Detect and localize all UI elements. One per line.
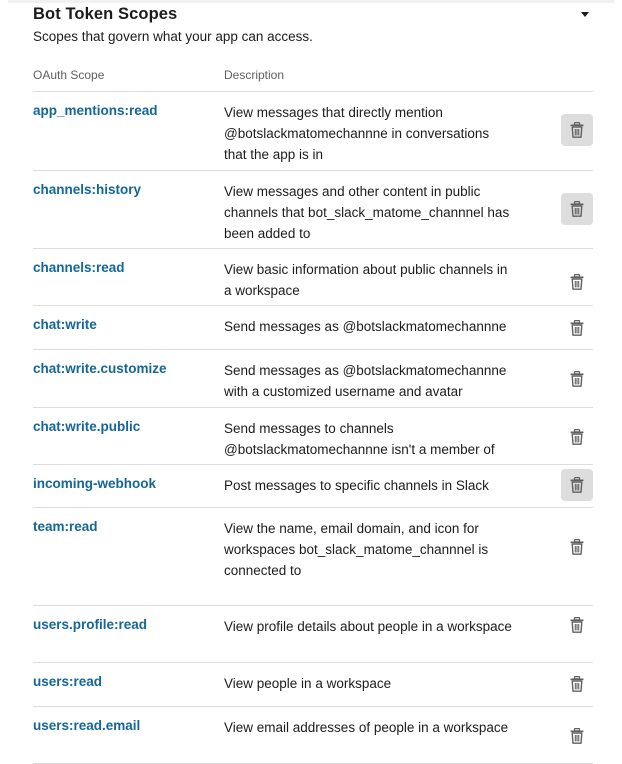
trash-icon [570, 617, 584, 633]
scope-description: View messages that directly mention @botslackmatomechannne in conversations that the app is in [224, 105, 490, 162]
table-row [33, 350, 593, 408]
scope-description: View people in a workspace [224, 676, 392, 691]
top-divider [8, 0, 614, 3]
table-header [33, 66, 593, 92]
table-body [33, 92, 593, 764]
scope-name: chat:write [33, 317, 97, 332]
remove-scope-button[interactable] [561, 720, 593, 752]
scope-description: Send messages to channels @botslackmatomechannne isn't a member of [224, 421, 495, 457]
scope-description: Send messages as @botslackmatomechannne with a customized username and avatar [224, 363, 507, 399]
table-row [33, 408, 593, 465]
table-row [33, 707, 593, 764]
trash-icon [570, 122, 584, 138]
scope-name: team:read [33, 519, 98, 534]
scope-name: chat:write.public [33, 419, 141, 434]
table-row [33, 306, 593, 350]
table-row [33, 92, 593, 171]
remove-scope-button[interactable] [561, 469, 593, 501]
section-title: Bot Token Scopes [33, 5, 178, 23]
scope-name: channels:read [33, 260, 125, 275]
trash-icon [570, 539, 584, 555]
remove-scope-button[interactable] [561, 609, 593, 641]
remove-scope-button[interactable] [561, 312, 593, 344]
scope-name: users:read.email [33, 718, 141, 733]
remove-scope-button[interactable] [561, 668, 593, 700]
trash-icon [570, 201, 584, 217]
scope-name: chat:write.customize [33, 361, 167, 376]
scope-description: View basic information about public channels in a workspace [224, 262, 508, 298]
header-description: Description [224, 68, 285, 82]
scope-description: Send messages as @botslackmatomechannne [224, 319, 507, 334]
scope-description: View profile details about people in a workspace [224, 619, 512, 634]
scope-description: Post messages to specific channels in Slack [224, 478, 489, 493]
scope-name: app_mentions:read [33, 103, 158, 118]
scope-name: users.profile:read [33, 617, 148, 632]
scope-description: View the name, email domain, and icon for workspaces bot_slack_matome_channnel is connected to [224, 521, 489, 578]
caret-down-icon[interactable] [577, 6, 593, 22]
table-row [33, 663, 593, 707]
trash-icon [570, 371, 584, 387]
section-header [33, 4, 593, 45]
remove-scope-button[interactable] [561, 193, 593, 225]
trash-icon [570, 274, 584, 290]
trash-icon [570, 728, 584, 744]
scope-name: users:read [33, 674, 103, 689]
table-row [33, 606, 593, 663]
remove-scope-button[interactable] [561, 421, 593, 453]
table-row [33, 249, 593, 306]
remove-scope-button[interactable] [561, 114, 593, 146]
table-row [33, 465, 593, 508]
remove-scope-button[interactable] [561, 531, 593, 563]
remove-scope-button[interactable] [561, 266, 593, 298]
scopes-table [33, 66, 593, 764]
scope-description: View email addresses of people in a workspace [224, 720, 509, 735]
trash-icon [570, 320, 584, 336]
table-row [33, 508, 593, 606]
scope-name: incoming-webhook [33, 476, 156, 491]
table-row [33, 171, 593, 249]
trash-icon [570, 676, 584, 692]
header-oauth-scope: OAuth Scope [33, 68, 105, 82]
trash-icon [570, 477, 584, 493]
trash-icon [570, 429, 584, 445]
scope-name: channels:history [33, 182, 142, 197]
remove-scope-button[interactable] [561, 363, 593, 395]
scope-description: View messages and other content in public channels that bot_slack_matome_channnel has been added to [224, 184, 510, 241]
section-subtitle: Scopes that govern what your app can access. [33, 29, 313, 44]
